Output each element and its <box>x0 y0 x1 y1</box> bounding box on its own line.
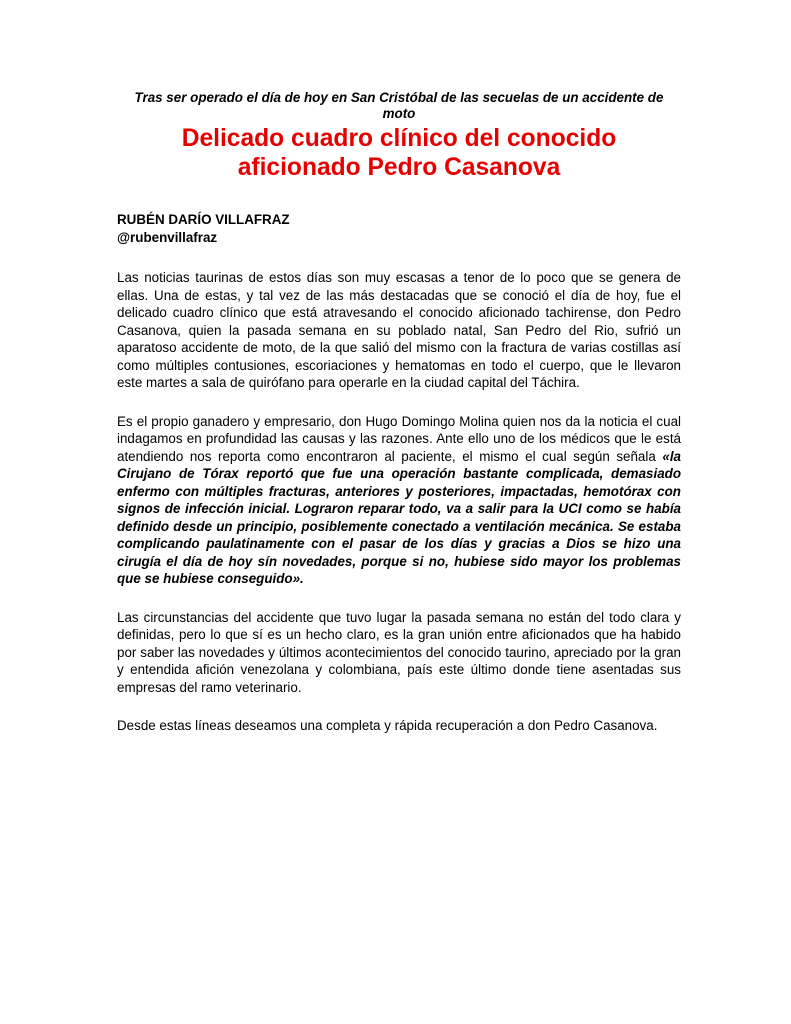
article-headline: Delicado cuadro clínico del conocido aficionado Pedro Casanova <box>181 125 617 181</box>
article-page <box>117 90 681 735</box>
paragraph-3: Las circunstancias del accidente que tuvo lugar la pasada semana no están del todo clara y definidas, pero lo que sí es un hecho claro, es la gran unión entre aficionados que ha habido por saber las novedades y últimos acontecimientos del conocido taurino, apreciado por la gran y entendida afición venezolana y colombiana, país este último donde tiene asentadas sus empresas del ramo veterinario. <box>117 609 681 695</box>
byline <box>117 211 681 246</box>
paragraph-2-quote: «la Cirujano de Tórax reportó que fue una operación bastante complicada, demasiado enfermo con múltiples fracturas, anteriores y posteriores, impactadas, hemotórax con signos de infección inicial. Lograron reparar todo, va a salir para la UCI como se había definido desde un principio, posiblemente conectado a ventilación mecánica. Se estaba complicando paulatinamente con el pasar de los días y gracias a Dios se hizo una cirugía el día de hoy sín novedades, porque si no, hubiese sido mayor los problemas que se hubiese conseguido». <box>117 448 681 586</box>
author-name: RUBÉN DARÍO VILLAFRAZ <box>117 212 290 227</box>
paragraph-2-intro: Es el propio ganadero y empresario, don Hugo Domingo Molina quien nos da la noticia el cual indagamos en profundidad las causas y las razones. Ante ello uno de los médicos que le está atendiendo nos reporta como encontraron al paciente, el mismo el cual según señala <box>117 413 681 464</box>
article-kicker: Tras ser operado el día de hoy en San Cristóbal de las secuelas de un accidente de moto <box>134 90 664 121</box>
paragraph-4: Desde estas líneas deseamos una completa y rápida recuperación a don Pedro Casanova. <box>117 718 658 733</box>
paragraph-2 <box>117 413 681 588</box>
author-handle: @rubenvillafraz <box>117 229 218 245</box>
paragraph-1: Las noticias taurinas de estos días son muy escasas a tenor de lo poco que se genera de ellas. Una de estas, y tal vez de las más destacadas que se conoció el día de hoy, fue el delicado cuadro clínico que está atravesando el conocido aficionado tachirense, don Pedro Casanova, quien la pasada semana en su poblado natal, San Pedro del Rio, sufrió un aparatoso accidente de moto, de la que salió del mismo con la fractura de varias costillas así como múltiples contusiones, escoriaciones y hematomas en todo el cuerpo, que le llevaron este martes a sala de quirófano para operarle en la ciudad capital del Táchira. <box>117 270 681 390</box>
